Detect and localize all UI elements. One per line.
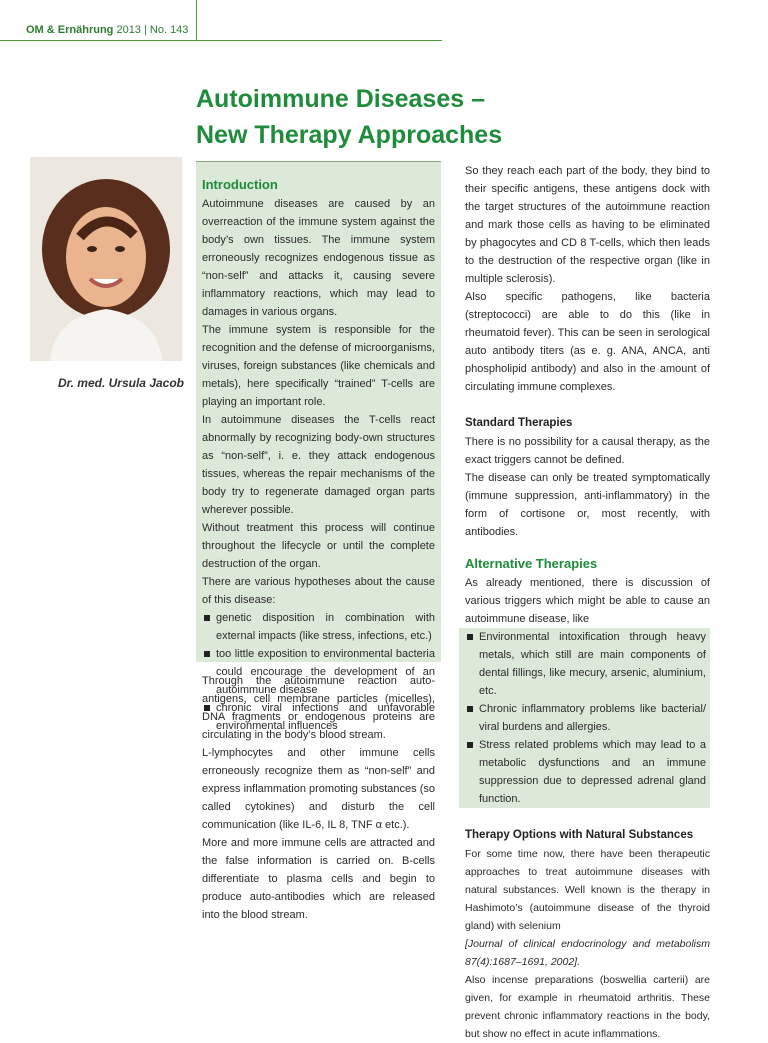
list-item: chronic viral infections and unfavorable environmental influences <box>202 699 435 735</box>
introduction-heading: Introduction <box>202 177 278 192</box>
natural-substances-heading: Therapy Options with Natural Substances <box>465 829 694 841</box>
intro-paragraph-1: Autoimmune diseases are caused by an overreaction of the immune system against the body’s own tissues. The immune system erroneously recognizes endogenous tissue as “non-self” and attacks it, causing severe inflammatory reactions, which may lead to damages in various organs. <box>202 198 435 318</box>
alternative-triggers-list <box>465 628 706 808</box>
lymphocytes-paragraph: L-lymphocytes and other immune cells erroneously recognize them as “non-self” and express inflammation promoting substances (so called cytokines) and disturb the cell communication (like IL-6, IL 8, TNF α etc.). <box>202 747 435 831</box>
title-line-2: New Therapy Approaches <box>196 121 503 149</box>
antigens-paragraph: So they reach each part of the body, they bind to their specific antigens, these antigens dock with the target structures of the autoimmune reaction and mark those cells as having to be eliminated by phagocytes and CD 8 T-cells, which then leads to the destruction of the respective organ (like in multiple sclerosis). <box>465 165 710 285</box>
article-title <box>196 81 502 153</box>
standard-paragraph-1: There is no possibility for a causal therapy, as the exact triggers cannot be defined. <box>465 436 710 466</box>
pathogens-paragraph: Also specific pathogens, like bacteria (streptococci) are able to do this (like in rheumatoid fever). This can be seen in serological auto antibody titers (as e. g. ANA, ANCA, anti phospholipid antibody) and also in the amount of circulating immune complexes. <box>465 291 710 393</box>
left-column-body <box>202 672 435 924</box>
list-item: Chronic inflammatory problems like bacterial/ viral burdens and allergies. <box>465 700 706 736</box>
standard-paragraph-2: The disease can only be treated symptomatically (immune suppression, anti-inflammatory) in the form of cortisone or, most recently, with antibodies. <box>465 472 710 538</box>
author-caption: Dr. med. Ursula Jacob <box>57 376 184 390</box>
title-line-1: Autoimmune Diseases – <box>196 85 485 113</box>
intro-paragraph-3: In autoimmune diseases the T-cells react abnormally by recognizing body-own structures as “non-self”, i. e. they attack endogenous tissues, whereas the repair mechanisms of the body try to regenerate damaged organ parts wherever possible. <box>202 414 435 516</box>
journal-name: OM & Ernährung <box>26 24 114 36</box>
autoimmune-reaction-paragraph: Through the autoimmune reaction auto-antigens, cell membrane particles (micelles), DNA fragments or endogenous proteins are circulating in the body’s blood stream. <box>202 675 435 741</box>
natural-paragraph-2: Also incense preparations (boswellia carterii) are given, for example in rheumatoid arthritis. These prevent chronic inflammatory reactions in the body, but show no effect in acute inflammations. <box>465 974 710 1040</box>
list-item: Environmental intoxification through heavy metals, which still are main components of dental fillings, like mecury, arsenic, aluminium, etc. <box>465 628 706 700</box>
box-top-rule <box>196 161 441 162</box>
list-item: too little exposition to environmental bacteria could encourage the development of an autoimmune disease <box>202 645 435 699</box>
alternative-therapies-heading: Alternative Therapies <box>465 556 598 571</box>
list-item: genetic disposition in combination with external impacts (like stress, infections, etc.) <box>202 609 435 645</box>
issue-info: 2013 | No. 143 <box>116 24 189 36</box>
author-photo <box>30 157 182 361</box>
alternative-triggers-box <box>459 628 710 808</box>
running-header <box>26 24 188 36</box>
intro-paragraph-5: There are various hypotheses about the cause of this disease: <box>202 576 435 606</box>
right-column <box>465 162 710 1043</box>
intro-paragraph-4: Without treatment this process will continue throughout the lifecycle or until the complete destruction of the organ. <box>202 522 435 570</box>
standard-therapies-heading: Standard Therapies <box>465 417 573 429</box>
alternative-intro: As already mentioned, there is discussion of various triggers which might be able to cause an autoimmune disease, like <box>465 577 710 625</box>
b-cells-paragraph: More and more immune cells are attracted and the false information is carried on. B-cells differentiate to plasma cells and begin to produce auto-antibodies which are released into the blood stream. <box>202 837 435 921</box>
journal-reference: [Journal of clinical endocrinology and metabolism 87(4):1687–1691, 2002]. <box>465 938 710 968</box>
intro-paragraph-2: The immune system is responsible for the recognition and the defense of microorganisms, viruses, foreign substances (like chemicals and metals), here specifically “trained” T-cells are playing an important role. <box>202 324 435 408</box>
header-divider-vertical <box>196 0 197 40</box>
header-divider-horizontal <box>0 40 442 41</box>
list-item: Stress related problems which may lead to a metabolic dysfunctions and an immune suppression due to depressed adrenal gland function. <box>465 736 706 808</box>
left-column-introduction <box>202 176 435 735</box>
natural-paragraph-1: For some time now, there have been therapeutic approaches to treat autoimmune diseases with natural substances. Well known is the therapy in Hashimoto’s (autoimmune disease of the thyroid gland) with selenium <box>465 848 710 932</box>
